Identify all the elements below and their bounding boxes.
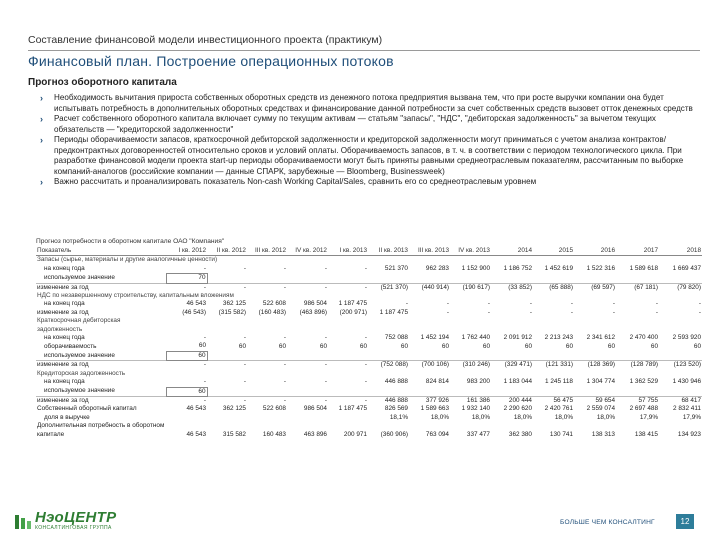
- table-cell: (33 852): [491, 283, 533, 292]
- table-cell: [409, 351, 450, 360]
- table-cell: -: [328, 361, 368, 370]
- logo-name: НэоЦЕНТР: [35, 509, 117, 526]
- table-cell: 18,1%: [389, 413, 408, 421]
- table-cell: -: [207, 396, 247, 405]
- table-cell: -: [207, 361, 247, 370]
- table-row: [36, 361, 702, 370]
- logo-mark-icon: [14, 513, 32, 531]
- table-row: [36, 326, 702, 334]
- table-cell: 1 669 437: [672, 265, 701, 273]
- table-cell: [574, 387, 616, 396]
- column-header-period: 2014: [491, 247, 533, 256]
- table-cell: 1 186 752: [503, 265, 532, 273]
- column-header-period: II кв. 2013: [368, 247, 409, 256]
- table-cell: 130 741: [549, 430, 573, 438]
- table-cell: -: [287, 396, 328, 405]
- table-cell: [450, 387, 491, 396]
- table-cell: 60: [278, 342, 286, 350]
- table-cell: 18,0%: [471, 413, 490, 421]
- table-cell: -: [655, 300, 658, 308]
- table-cell: -: [203, 264, 206, 272]
- bullet-item: [40, 177, 705, 188]
- table-cell: 60: [441, 342, 449, 350]
- table-cell: 60: [693, 342, 701, 350]
- table-cell: 763 094: [425, 430, 449, 438]
- table-cell: (160 483): [258, 308, 286, 316]
- table-cell: 60: [650, 342, 658, 350]
- row-label: используемое значение: [44, 273, 115, 281]
- table-cell: (360 906): [380, 430, 408, 438]
- table-cell: [207, 274, 247, 283]
- table-cell: 1 589 618: [629, 265, 658, 273]
- row-label: на конец года: [44, 334, 85, 342]
- table-cell: 17,9%: [682, 413, 701, 421]
- table-cell: -: [247, 283, 287, 292]
- table-row: [36, 265, 702, 274]
- column-header-period: 2017: [616, 247, 659, 256]
- table-cell: (440 914): [409, 283, 450, 292]
- column-header-indicator: Показатель: [36, 247, 166, 256]
- table-cell: 60: [238, 342, 246, 350]
- table-cell: -: [364, 334, 367, 342]
- table-cell: (69 597): [574, 283, 616, 292]
- table-cell: [207, 387, 247, 396]
- table-cell: 362 380: [508, 430, 532, 438]
- table-cell: 161 386: [450, 396, 491, 405]
- table-cell: -: [570, 300, 573, 308]
- table-cell: 18,0%: [554, 413, 573, 421]
- row-label: используемое значение: [44, 387, 115, 395]
- page-number-badge: 12: [676, 514, 694, 529]
- column-header-period: 2016: [574, 247, 616, 256]
- table-cell: -: [324, 265, 327, 273]
- table-cell: [450, 274, 491, 283]
- row-label: на конец года: [44, 300, 85, 308]
- table-cell: 134 923: [677, 430, 701, 438]
- table-cell: 1 187 475: [338, 405, 367, 413]
- table-row: [36, 317, 702, 325]
- table-cell: [491, 274, 533, 283]
- company-logo: [14, 510, 116, 531]
- bullet-text: Расчет собственного оборотного капитала включает сумму по текущим активам — статьям "запасы", "НДС", "дебиторская задолженность" за вычетом текущих обязательств — "кредиторской задолженности": [54, 114, 656, 134]
- table-row: [36, 405, 702, 413]
- table-cell: (310 246): [450, 361, 491, 370]
- table-row: [36, 274, 702, 283]
- table-row: [36, 422, 702, 439]
- table-cell: -: [287, 361, 328, 370]
- table-cell: [287, 387, 328, 396]
- table-cell: -: [283, 378, 286, 386]
- chevron-right-icon: ›: [40, 114, 43, 124]
- table-cell: -: [247, 396, 287, 405]
- table-cell: [409, 274, 450, 283]
- table-cell: (521 370): [368, 283, 409, 292]
- table-cell: 60: [166, 351, 207, 360]
- table-cell: 46 543: [186, 405, 206, 413]
- table-cell: -: [166, 361, 207, 370]
- table-cell: 60: [482, 342, 490, 350]
- table-cell: 362 125: [222, 300, 246, 308]
- column-header-period: I кв. 2013: [328, 247, 368, 256]
- table-cell: (123 520): [659, 361, 702, 370]
- row-label: на конец года: [44, 265, 85, 273]
- table-row: [36, 283, 702, 292]
- table-cell: 446 888: [384, 378, 408, 386]
- table-cell: 46 543: [186, 300, 206, 308]
- table-cell: [368, 387, 409, 396]
- table-cell: -: [328, 396, 368, 405]
- table-cell: (315 582): [218, 308, 246, 316]
- table-cell: -: [364, 265, 367, 273]
- table-cell: [616, 387, 659, 396]
- table-cell: 752 088: [384, 334, 408, 342]
- column-header-period: II кв. 2012: [207, 247, 247, 256]
- table-cell: [287, 414, 328, 422]
- row-label: Собственный оборотный капитал: [37, 405, 137, 413]
- table-row: [36, 342, 702, 351]
- section-label: Кредиторская задолженность: [37, 369, 126, 377]
- table-cell: (128 789): [616, 361, 659, 370]
- logo-subtitle: КОНСАЛТИНГОВАЯ ГРУППА: [35, 525, 112, 531]
- column-header-period: III кв. 2012: [247, 247, 287, 256]
- table-cell: 57 755: [616, 396, 659, 405]
- row-label: изменение за год: [36, 396, 166, 405]
- table-cell: -: [698, 308, 701, 316]
- chevron-right-icon: ›: [40, 135, 43, 145]
- table-cell: [574, 351, 616, 360]
- table-cell: 2 420 761: [544, 405, 573, 413]
- table-cell: 60: [607, 342, 615, 350]
- table-row: [36, 378, 702, 387]
- table-cell: 2 290 620: [503, 405, 532, 413]
- table-cell: 60: [166, 387, 207, 396]
- table-cell: [450, 351, 491, 360]
- table-cell: [368, 351, 409, 360]
- table-cell: 1 452 619: [544, 265, 573, 273]
- row-label: изменение за год: [36, 361, 166, 370]
- column-header-period: I кв. 2012: [166, 247, 207, 256]
- table-cell: -: [243, 334, 246, 342]
- table-cell: (79 820): [659, 283, 702, 292]
- table-cell: 1 522 316: [586, 265, 615, 273]
- table-cell: -: [655, 308, 658, 316]
- table-cell: 2 832 411: [673, 405, 701, 413]
- table-cell: -: [529, 300, 532, 308]
- table-row: [36, 292, 702, 300]
- table-cell: [328, 414, 368, 422]
- table-cell: 521 370: [384, 265, 408, 273]
- table-cell: 18,0%: [430, 413, 449, 421]
- column-header-period: IV кв. 2012: [287, 247, 328, 256]
- table-cell: -: [612, 308, 615, 316]
- bullet-item: [40, 114, 705, 135]
- table-cell: -: [328, 283, 368, 292]
- table-cell: 1 183 044: [503, 378, 532, 386]
- bullet-item: [40, 135, 705, 177]
- bullet-item: [40, 93, 705, 114]
- table-cell: 1 304 774: [586, 378, 615, 386]
- table-cell: (200 971): [339, 308, 367, 316]
- table-cell: -: [243, 378, 246, 386]
- table-cell: (67 181): [616, 283, 659, 292]
- table-cell: 2 470 400: [629, 334, 658, 342]
- table-row: [36, 396, 702, 405]
- table-cell: 59 654: [574, 396, 616, 405]
- table-cell: 60: [524, 342, 532, 350]
- table-cell: [247, 387, 287, 396]
- table-cell: (463 896): [299, 308, 327, 316]
- table-cell: (329 471): [491, 361, 533, 370]
- table-cell: (700 106): [409, 361, 450, 370]
- table-cell: 1 187 475: [379, 308, 408, 316]
- table-cell: 1 430 946: [672, 378, 701, 386]
- table-cell: [659, 387, 702, 396]
- table-cell: -: [324, 378, 327, 386]
- table-cell: 362 125: [222, 405, 246, 413]
- table-cell: [328, 351, 368, 360]
- table-cell: 70: [166, 274, 207, 283]
- table-row: [36, 309, 702, 317]
- table-body: [36, 256, 702, 439]
- table-cell: 1 762 440: [461, 334, 490, 342]
- table-row: [36, 414, 702, 422]
- table-header-row: [36, 247, 702, 256]
- table-cell: -: [487, 300, 490, 308]
- table-cell: 18,0%: [513, 413, 532, 421]
- section-label: задолженность: [37, 325, 83, 333]
- table-cell: [616, 351, 659, 360]
- table-cell: [616, 274, 659, 283]
- table-cell: [207, 351, 247, 360]
- table-cell: 60: [565, 342, 573, 350]
- table-cell: -: [487, 308, 490, 316]
- table-cell: 2 593 920: [672, 334, 701, 342]
- table-cell: [247, 274, 287, 283]
- table-cell: -: [612, 300, 615, 308]
- table-caption: Прогноз потребности в оборотном капитале ОАО "Компания": [36, 238, 225, 245]
- table-cell: [491, 387, 533, 396]
- table-cell: 2 091 912: [503, 334, 532, 342]
- table-cell: -: [446, 300, 449, 308]
- table-cell: 1 589 663: [420, 405, 449, 413]
- table-cell: 60: [359, 342, 367, 350]
- table-cell: 200 444: [491, 396, 533, 405]
- bullet-list: [40, 93, 705, 188]
- table-cell: [328, 387, 368, 396]
- table-cell: -: [283, 265, 286, 273]
- bullet-text: Необходимость вычитания прироста собственных оборотных средств из денежного потока предприятия вызвана тем, что при росте выручки компании она будет испытывать потребность в дополнительных оборотных средствах и финансирование данной потребности за счет собственных средств вызовет отток денежных средств: [54, 93, 693, 113]
- table-cell: 60: [198, 342, 206, 350]
- table-cell: 1 362 529: [629, 378, 658, 386]
- table-cell: 986 504: [303, 405, 327, 413]
- table-cell: 962 283: [425, 265, 449, 273]
- table-cell: [368, 274, 409, 283]
- table-cell: 337 477: [466, 430, 490, 438]
- table-cell: [659, 351, 702, 360]
- row-label: оборачиваемость: [44, 342, 97, 350]
- table-cell: 138 415: [634, 430, 658, 438]
- table-cell: 46 543: [186, 430, 206, 438]
- table-cell: 2 213 243: [544, 334, 573, 342]
- row-label: Дополнительная потребность в оборотном капитале: [37, 422, 165, 438]
- table-cell: -: [324, 334, 327, 342]
- table-cell: -: [364, 378, 367, 386]
- row-label: доля в выручке: [44, 413, 90, 421]
- table-cell: -: [287, 283, 328, 292]
- table-row: [36, 351, 702, 360]
- table-cell: -: [247, 361, 287, 370]
- bullet-text: Важно рассчитать и проанализировать показатель Non-cash Working Capital/Sales, сравнить его со среднеотраслевым уровнем: [54, 177, 537, 186]
- table-cell: -: [166, 396, 207, 405]
- table-cell: 1 187 475: [338, 300, 367, 308]
- table-cell: 826 569: [384, 405, 408, 413]
- row-label: используемое значение: [44, 351, 115, 359]
- top-title-bar: [28, 30, 700, 51]
- table-cell: [491, 351, 533, 360]
- table-cell: 446 888: [368, 396, 409, 405]
- slide-title: Финансовый план. Построение операционных потоков: [28, 53, 394, 69]
- table-cell: [659, 274, 702, 283]
- table-cell: 138 313: [591, 430, 615, 438]
- table-cell: 1 932 140: [461, 405, 490, 413]
- table-cell: [207, 414, 247, 422]
- table-row: [36, 256, 702, 265]
- table-cell: 2 341 612: [586, 334, 615, 342]
- table-cell: [166, 414, 207, 422]
- chevron-right-icon: ›: [40, 93, 43, 103]
- table-cell: [247, 351, 287, 360]
- table-cell: [574, 274, 616, 283]
- table-cell: 983 200: [466, 378, 490, 386]
- table-cell: 2 559 074: [586, 405, 615, 413]
- table-cell: 68 417: [659, 396, 702, 405]
- section-label: Краткосрочная дебиторская: [37, 317, 121, 325]
- table-cell: [409, 387, 450, 396]
- table-cell: -: [283, 334, 286, 342]
- row-label: изменение за год: [36, 283, 166, 292]
- table-cell: (128 369): [574, 361, 616, 370]
- table-cell: -: [405, 300, 408, 308]
- table-cell: 463 896: [303, 430, 327, 438]
- table-cell: [247, 414, 287, 422]
- chevron-right-icon: ›: [40, 177, 43, 187]
- column-header-period: IV кв. 2013: [450, 247, 491, 256]
- table-cell: -: [446, 308, 449, 316]
- column-header-period: 2018: [659, 247, 702, 256]
- table-cell: -: [207, 283, 247, 292]
- column-header-period: 2015: [533, 247, 574, 256]
- section-label: НДС по незавершенному строительству, капитальным вложениям: [37, 292, 234, 300]
- table-cell: [328, 274, 368, 283]
- table-cell: 1 452 194: [420, 334, 449, 342]
- table-row: [36, 334, 702, 342]
- table-cell: (46 543): [182, 308, 206, 316]
- column-header-period: III кв. 2013: [409, 247, 450, 256]
- table-cell: 377 926: [409, 396, 450, 405]
- table-cell: [533, 387, 574, 396]
- row-label: на конец года: [44, 378, 85, 386]
- table-cell: 1 152 900: [461, 265, 490, 273]
- table-cell: 824 814: [425, 378, 449, 386]
- table-row: [36, 300, 702, 308]
- working-capital-table: [36, 247, 702, 439]
- table-cell: 522 608: [262, 300, 286, 308]
- table-cell: -: [698, 300, 701, 308]
- table-cell: -: [166, 283, 207, 292]
- top-title: Составление финансовой модели инвестиционного проекта (практикум): [28, 34, 383, 46]
- table-cell: 522 608: [262, 405, 286, 413]
- table-cell: 60: [319, 342, 327, 350]
- table-cell: -: [529, 308, 532, 316]
- table-cell: 1 245 118: [545, 378, 573, 386]
- table-cell: 200 971: [343, 430, 367, 438]
- table-cell: 56 475: [533, 396, 574, 405]
- table-row: [36, 370, 702, 378]
- table-cell: 160 483: [262, 430, 286, 438]
- table-cell: 17,9%: [639, 413, 658, 421]
- table-cell: (752 088): [368, 361, 409, 370]
- table-cell: 60: [400, 342, 408, 350]
- table-cell: -: [570, 308, 573, 316]
- table-cell: (190 617): [450, 283, 491, 292]
- table-cell: [287, 274, 328, 283]
- table-cell: 18,0%: [596, 413, 615, 421]
- section-label: Запасы (сырье, материалы и другие аналогичные ценности): [37, 256, 218, 264]
- table-cell: -: [203, 334, 206, 342]
- consulting-slogan: БОЛЬШЕ ЧЕМ КОНСАЛТИНГ: [560, 519, 655, 526]
- table-row: [36, 387, 702, 396]
- table-cell: 986 504: [303, 300, 327, 308]
- table-cell: [287, 351, 328, 360]
- table-cell: [533, 274, 574, 283]
- row-label: изменение за год: [37, 308, 89, 316]
- table-cell: -: [243, 265, 246, 273]
- table-cell: 315 582: [222, 430, 246, 438]
- table-cell: (121 331): [533, 361, 574, 370]
- table-cell: [533, 351, 574, 360]
- slide-subtitle: Прогноз оборотного капитала: [28, 77, 177, 88]
- table-cell: 2 697 488: [629, 405, 658, 413]
- bullet-text: Периоды оборачиваемости запасов, краткосрочной дебиторской задолженности и кредиторской задолженности могут приниматься с учетом анализа контрактов/предконтрактных договоренностей относительно сроков и условий оплаты. Оборачиваемость запасов, в т. ч. в соответствии с периодом технологического цикла. При разработке финансовой модели проекта start-up периоды оборачиваемости могут быть приняты равными среднеотраслевым показателям, рассчитанным по выборке компаний-аналогов (российские компании — данные СПАРК, зарубежные — Bloomberg, Businessweek): [54, 135, 684, 176]
- table-cell: (65 888): [533, 283, 574, 292]
- table-cell: -: [203, 378, 206, 386]
